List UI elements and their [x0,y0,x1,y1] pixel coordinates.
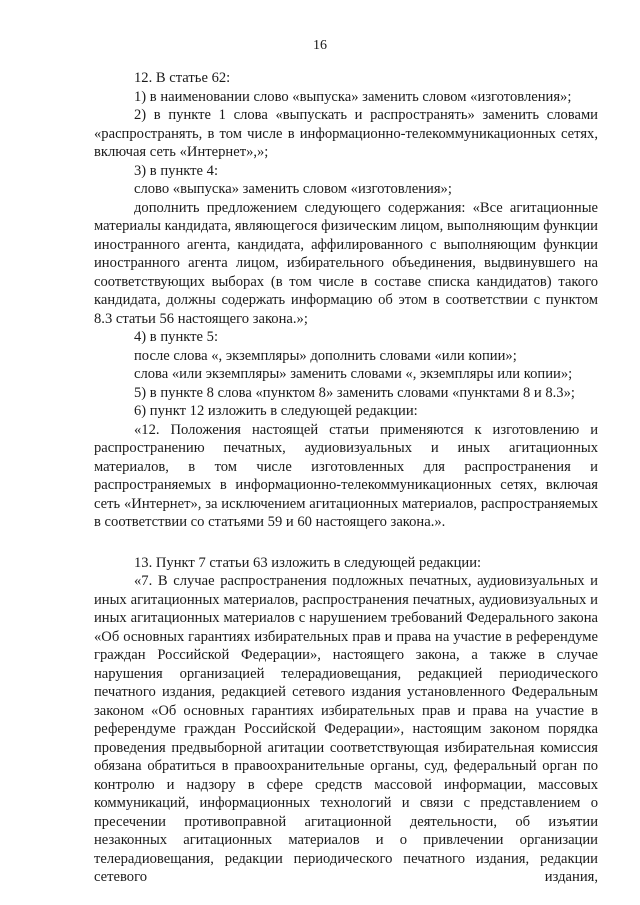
paragraph-item-4: 4) в пункте 5: [134,329,219,345]
paragraph-item-4-after: после слова «, экземпляры» дополнить словами «или копии»; [134,347,517,364]
page-number: 16 [313,38,327,53]
document-body [94,69,598,887]
paragraph-gap [94,532,598,554]
paragraph-point-7-text: «7. В случае распространения подложных печатных, аудиовизуальных и иных агитационных материалов, распространения печатных, аудиовизуальных и иных агитационных материалов с нарушением требований Федерального закона «Об основных гарантиях избирательных прав и права на участие в референдуме граждан Российской Федерации», настоящего закона, а также в случае нарушения организацией телерадиовещания, редакцией периодического печатного издания, редакцией сетевого издания установленного Федеральным законом «Об основных гарантиях избирательных прав и права на участие в референдуме граждан Российской Федерации», настоящим законом порядка проведения предвыборной агитации соответствующая избирательная комиссия обязана обратиться в правоохранительные органы, суд, федеральный орган по контролю и надзору в сфере средств массовой информации, массовых коммуникаций, информационных технологий и связи с представлением о пресечении противоправной агитационной деятельности, об изъятии незаконных агитационных материалов и о привлечении организации телерадиовещания, редакции периодического печатного издания, редакции сетевого издания, [94,573,598,885]
paragraph-article-62-heading: 12. В статье 62: [134,70,231,86]
paragraph-point-12-text: «12. Положения настоящей статьи применяются к изготовлению и распространению печатных, аудиовизуальных и иных агитационных материалов, в том числе изготовленных для распространения и распространяемых в информационно-телекоммуникационных сетях, включая сеть «Интернет», за исключением агитационных материалов, распространяемых в соответствии со статьями 59 и 60 настоящего закона.». [94,421,598,530]
paragraph-item-3-word: слово «выпуска» заменить словом «изготовления»; [134,181,452,197]
paragraph-item-3-addition: дополнить предложением следующего содержания: «Все агитационные материалы кандидата, являющегося физическим лицом, выполняющим функции иностранного агента, кандидата, аффилированного с выполняющим функции иностранного агента лицом, избирательного объединения, выдвинувшего на соответствующих выборах (в том числе в составе списка кандидатов) такого кандидата, должны содержать информацию об этом в соответствии с пунктом 8.3 статьи 56 настоящего закона.»; [94,199,598,327]
paragraph-item-5: 5) в пункте 8 слова «пунктом 8» заменить словами «пунктами 8 и 8.3»; [134,384,575,401]
paragraph-item-1: 1) в наименовании слово «выпуска» заменить словом «изготовления»; [134,88,572,105]
paragraph-item-3: 3) в пункте 4: [134,162,219,179]
paragraph-item-6: 6) пункт 12 изложить в следующей редакции: [134,403,418,419]
paragraph-item-2: 2) в пункте 1 слова «выпускать и распространять» заменить словами «распространять, в том числе в информационно-телекоммуникационных сетях, включая сеть «Интернет»,»; [94,107,598,160]
paragraph-item-4-replace: слова «или экземпляры» заменить словами «, экземпляры или копии»; [134,366,573,382]
paragraph-article-63-heading: 13. Пункт 7 статьи 63 изложить в следующей редакции: [134,554,482,571]
